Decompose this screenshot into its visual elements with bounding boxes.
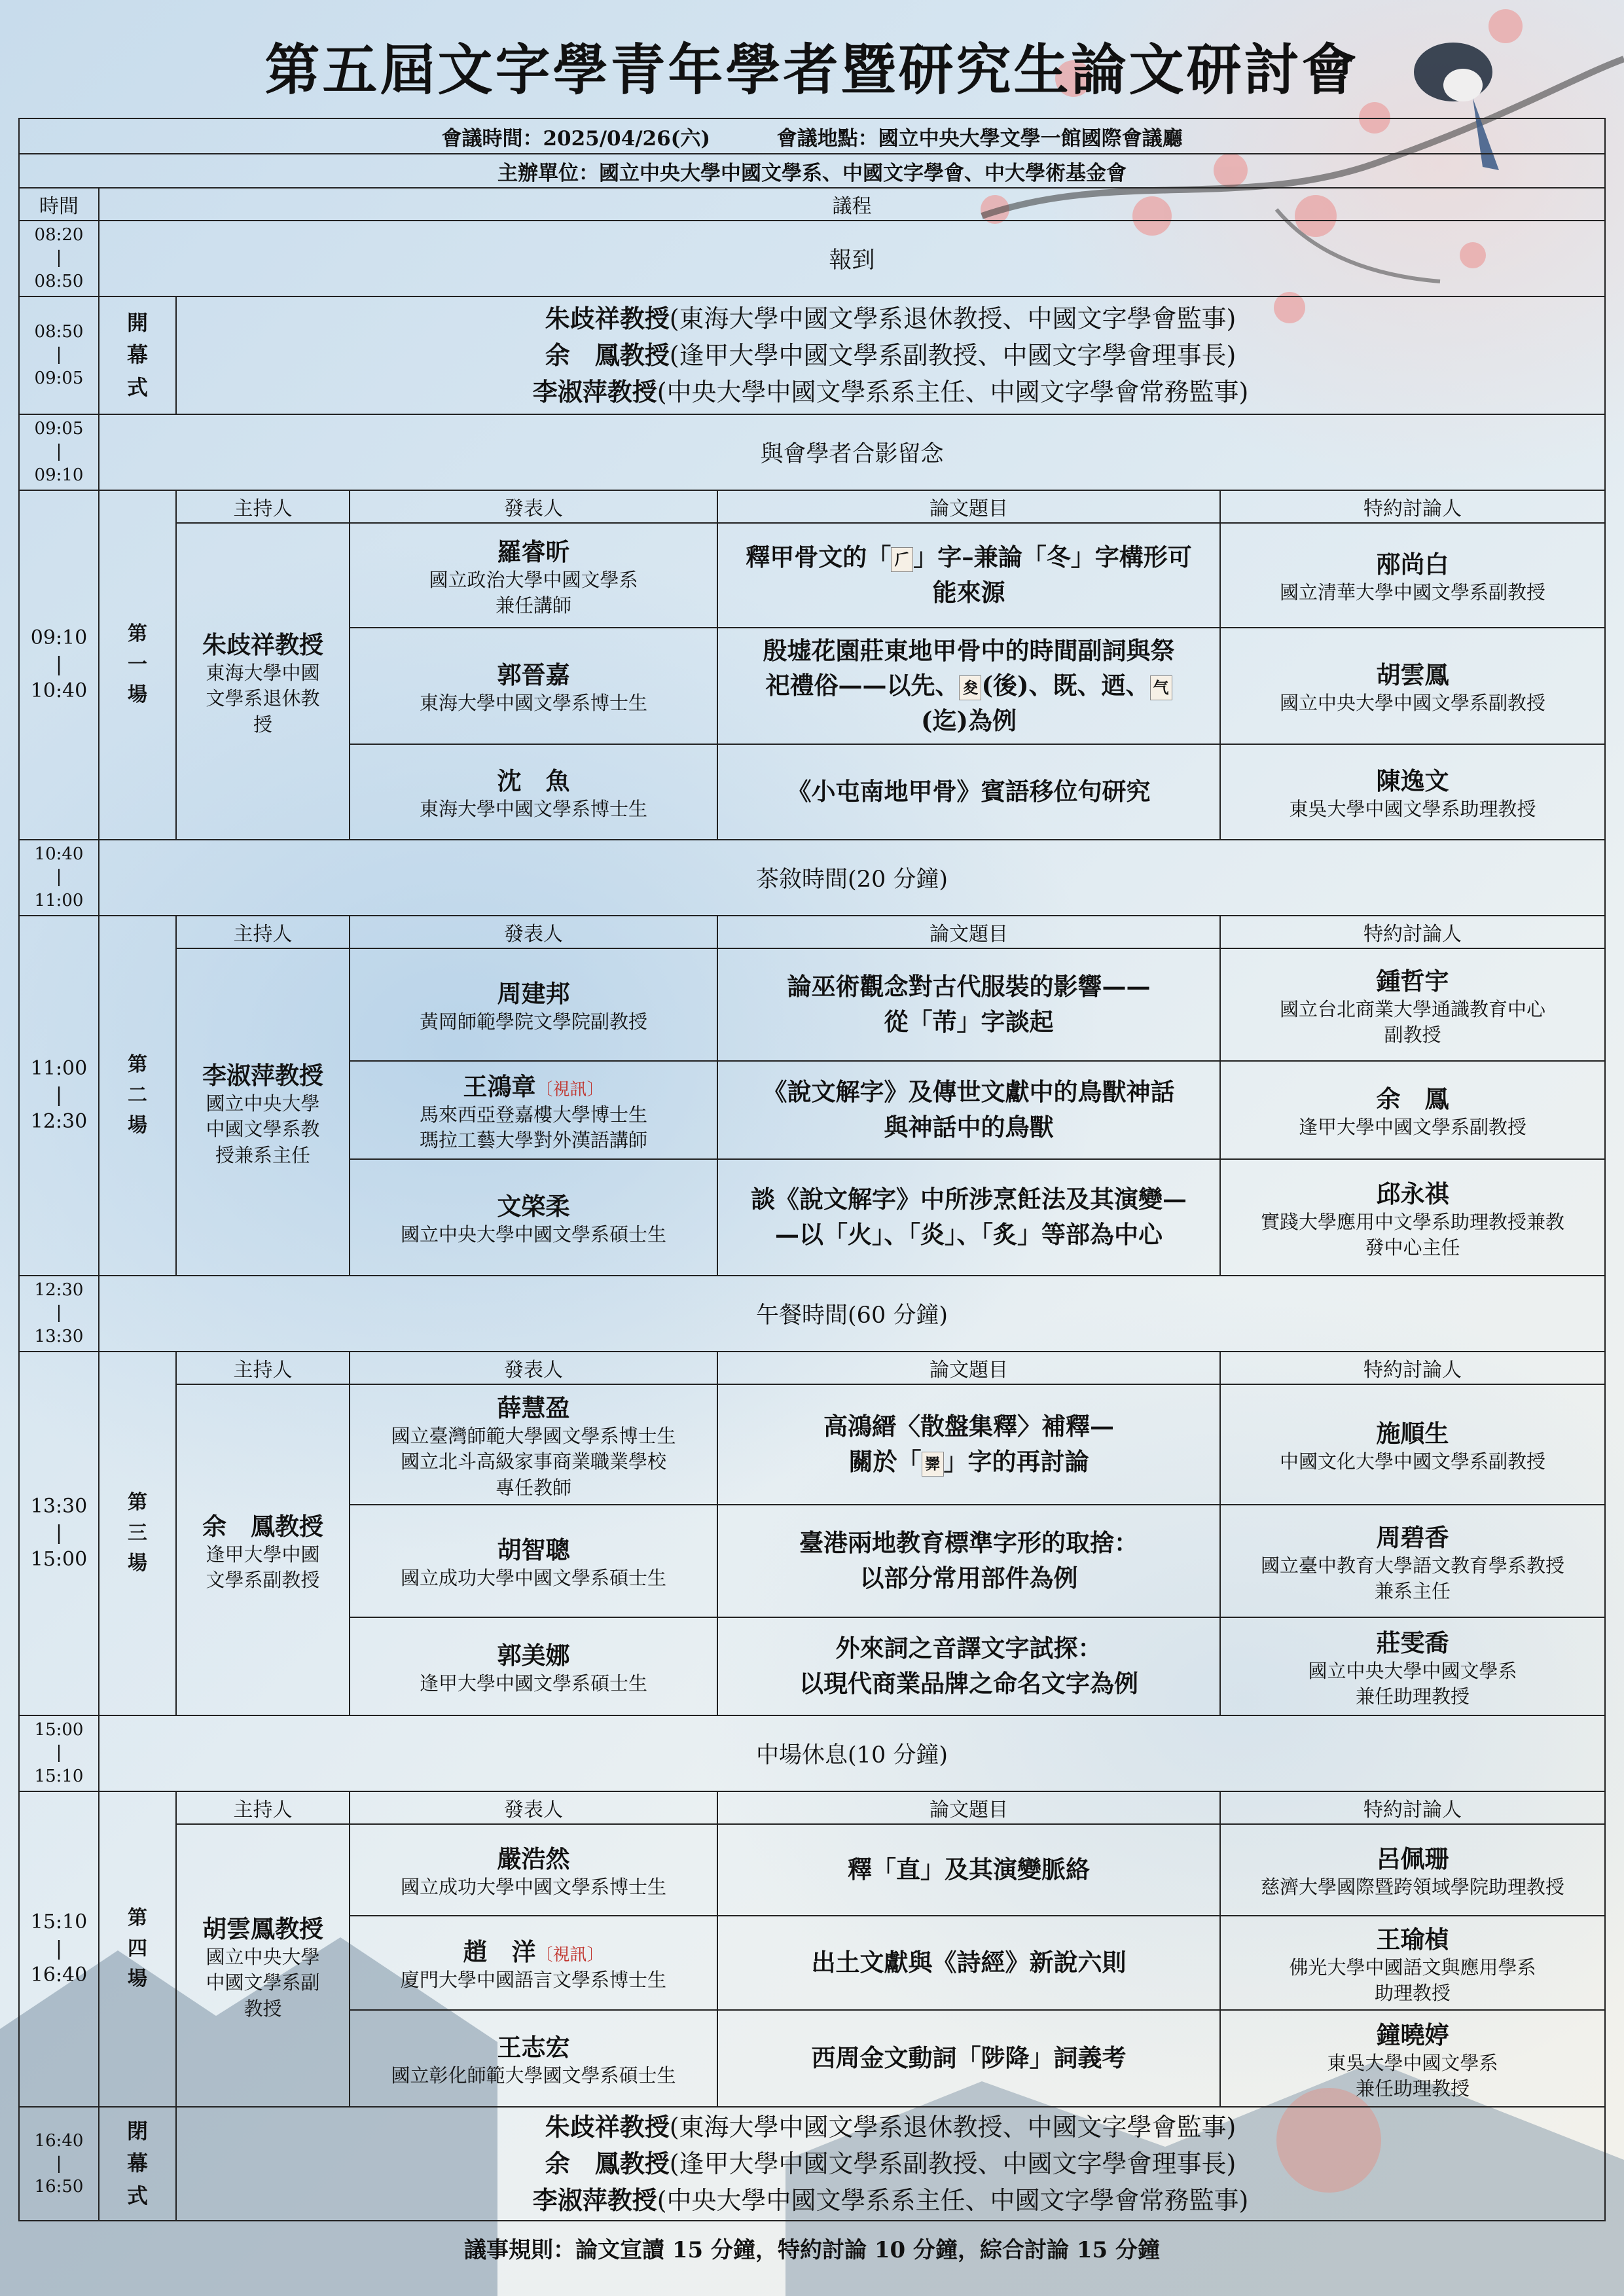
paper-header: 論文題目 bbox=[717, 1352, 1220, 1384]
paper-title: 談《說文解字》中所涉烹飪法及其演變— —以「火」、「炎」、「炙」等部為中心 bbox=[717, 1159, 1220, 1276]
live-badge: 〔視訊〕 bbox=[535, 1079, 604, 1100]
page-title: 第五屆文字學青年學者暨研究生論文研討會 bbox=[264, 37, 1360, 102]
session-label: 第 三 場 bbox=[99, 1352, 176, 1715]
paper-row: 郭晉嘉 東海大學中國文學系博士生 殷墟花園莊東地甲骨中的時間副詞與祭 祀禮俗——以先、 夋 (後)、既、迺、 气 (迄)為例 胡雲鳳 國立中央大學中國文學系副教授 bbox=[19, 628, 1605, 744]
bronze-glyph-icon: 𢍰 bbox=[922, 1452, 944, 1477]
paper-title: 《說文解字》及傳世文獻中的鳥獸神話 與神話中的鳥獸 bbox=[717, 1061, 1220, 1159]
short-break-row: 中場休息(10 分鐘) bbox=[99, 1715, 1605, 1791]
paper-row: 沈 魚 東海大學中國文學系博士生 《小屯南地甲骨》賓語移位句研究 陳逸文 東吳大學中國文學系助理教授 bbox=[19, 744, 1605, 840]
presenter-header: 發表人 bbox=[350, 490, 717, 523]
rules-footer: 議事規則：論文宣讀 15 分鐘，特約討論 10 分鐘，綜合討論 15 分鐘 bbox=[464, 2237, 1160, 2263]
live-badge: 〔視訊〕 bbox=[535, 1945, 604, 1965]
time-cell: 08:50 | 09:05 bbox=[19, 296, 99, 414]
moderator-cell: 李淑萍教授 國立中央大學 中國文學系教 授兼系主任 bbox=[176, 948, 350, 1276]
paper-row: 趙 洋〔視訊〕 廈門大學中國語言文學系博士生 出土文獻與《詩經》新說六則 王瑜楨 佛光大學中國語文與應用學系 助理教授 bbox=[19, 1916, 1605, 2010]
time-cell: 08:20 | 08:50 bbox=[19, 221, 99, 296]
session-label: 第 一 場 bbox=[99, 490, 176, 840]
moderator-header: 主持人 bbox=[176, 916, 350, 948]
opening-label: 開 幕 式 bbox=[99, 296, 176, 414]
time-cell: 09:10 | 10:40 bbox=[19, 490, 99, 840]
presenter-header: 發表人 bbox=[350, 1791, 717, 1824]
photo-row: 與會學者合影留念 bbox=[99, 414, 1605, 490]
time-column-header: 時間 bbox=[19, 188, 99, 221]
time-cell: 16:40 | 16:50 bbox=[19, 2107, 99, 2221]
agenda-column-header: 議程 bbox=[99, 188, 1605, 221]
discussant-header: 特約討論人 bbox=[1220, 490, 1605, 523]
paper-title: 西周金文動詞「陟降」詞義考 bbox=[717, 2010, 1220, 2107]
closing-label: 閉 幕 式 bbox=[99, 2107, 176, 2221]
registration-row: 報到 bbox=[99, 221, 1605, 296]
paper-row: 王鴻章〔視訊〕 馬來西亞登嘉樓大學博士生 瑪拉工藝大學對外漢語講師 《說文解字》及傳世文獻中的鳥獸神話 與神話中的鳥獸 余 鳳 逢甲大學中國文學系副教授 bbox=[19, 1061, 1605, 1159]
moderator-header: 主持人 bbox=[176, 490, 350, 523]
paper-title: 高鴻縉〈散盤集釋〉補釋— 關於「 𢍰 」字的再討論 bbox=[717, 1384, 1220, 1505]
presenter-header: 發表人 bbox=[350, 1352, 717, 1384]
paper-row: 王志宏 國立彰化師範大學國文學系碩士生 西周金文動詞「陟降」詞義考 鐘曉婷 東吳大學中國文學系 兼任助理教授 bbox=[19, 2010, 1605, 2107]
moderator-cell: 余 鳳教授 逢甲大學中國 文學系副教授 bbox=[176, 1384, 350, 1715]
paper-header: 論文題目 bbox=[717, 1791, 1220, 1824]
moderator-cell: 朱歧祥教授 東海大學中國 文學系退休教 授 bbox=[176, 523, 350, 840]
paper-title: 釋甲骨文的「 𠂆 」字–兼論「冬」字構形可 能來源 bbox=[717, 523, 1220, 628]
time-cell: 13:30 | 15:00 bbox=[19, 1352, 99, 1715]
paper-title: 《小屯南地甲骨》賓語移位句研究 bbox=[717, 744, 1220, 840]
session-label: 第 四 場 bbox=[99, 1791, 176, 2107]
lunch-break-row: 午餐時間(60 分鐘) bbox=[99, 1276, 1605, 1352]
time-cell: 11:00 | 12:30 bbox=[19, 916, 99, 1276]
paper-row: 胡雲鳳教授 國立中央大學 中國文學系副 教授 嚴浩然 國立成功大學中國文學系博士生 釋「直」及其演變脈絡 呂佩珊 慈濟大學國際暨跨領域學院助理教授 bbox=[19, 1824, 1605, 1916]
paper-row: 郭美娜 逢甲大學中國文學系碩士生 外來詞之音譯文字試探： 以現代商業品牌之命名文字為例 莊雯喬 國立中央大學中國文學系 兼任助理教授 bbox=[19, 1617, 1605, 1715]
time-cell: 10:40 | 11:00 bbox=[19, 840, 99, 916]
time-cell: 15:00 | 15:10 bbox=[19, 1715, 99, 1791]
paper-row: 胡智聰 國立成功大學中國文學系碩士生 臺港兩地教育標準字形的取捨： 以部分常用部件為例 周碧香 國立臺中教育大學語文教育學系教授 兼系主任 bbox=[19, 1505, 1605, 1617]
time-cell: 15:10 | 16:40 bbox=[19, 1791, 99, 2107]
moderator-cell: 胡雲鳳教授 國立中央大學 中國文學系副 教授 bbox=[176, 1824, 350, 2107]
oracle-glyph-icon: 夋 bbox=[959, 675, 981, 700]
time-cell: 09:05 | 09:10 bbox=[19, 414, 99, 490]
paper-row: 李淑萍教授 國立中央大學 中國文學系教 授兼系主任 周建邦 黃岡師範學院文學院副教授 論巫術觀念對古代服裝的影響—— 從「芾」字談起 鍾哲宇 國立台北商業大學通識教育中心 副教授 bbox=[19, 948, 1605, 1061]
discussant-header: 特約討論人 bbox=[1220, 916, 1605, 948]
host-info: 主辦單位：國立中央大學中國文學系、中國文字學會、中大學術基金會 bbox=[19, 154, 1605, 188]
paper-row: 文棨柔 國立中央大學中國文學系碩士生 談《說文解字》中所涉烹飪法及其演變— —以「火」、「炎」、「炙」等部為中心 邱永祺 實踐大學應用中文學系助理教授兼教 發中心主任 bbox=[19, 1159, 1605, 1276]
time-cell: 12:30 | 13:30 bbox=[19, 1276, 99, 1352]
presenter-header: 發表人 bbox=[350, 916, 717, 948]
session-label: 第 二 場 bbox=[99, 916, 176, 1276]
paper-header: 論文題目 bbox=[717, 916, 1220, 948]
oracle-glyph-icon: 气 bbox=[1150, 675, 1172, 700]
opening-speakers: 朱歧祥教授(東海大學中國文學系退休教授、中國文字學會監事) 余 鳳教授(逢甲大學中國文學系副教授、中國文字學會理事長) 李淑萍教授(中央大學中國文學系系主任、中國文字學會常務監事) bbox=[176, 296, 1605, 414]
moderator-header: 主持人 bbox=[176, 1352, 350, 1384]
paper-row: 朱歧祥教授 東海大學中國 文學系退休教 授 羅睿昕 國立政治大學中國文學系 兼任講師 釋甲骨文的「 𠂆 」字–兼論「冬」字構形可 能來源 邴尚白 國立清華大學中國文學系副教授 bbox=[19, 523, 1605, 628]
oracle-glyph-icon: 𠂆 bbox=[891, 547, 913, 572]
paper-title: 論巫術觀念對古代服裝的影響—— 從「芾」字談起 bbox=[717, 948, 1220, 1061]
moderator-header: 主持人 bbox=[176, 1791, 350, 1824]
closing-speakers: 朱歧祥教授(東海大學中國文學系退休教授、中國文字學會監事) 余 鳳教授(逢甲大學中國文學系副教授、中國文字學會理事長) 李淑萍教授(中央大學中國文學系系主任、中國文字學會常務監事) bbox=[176, 2107, 1605, 2221]
paper-title: 釋「直」及其演變脈絡 bbox=[717, 1824, 1220, 1916]
discussant-header: 特約討論人 bbox=[1220, 1791, 1605, 1824]
paper-title: 殷墟花園莊東地甲骨中的時間副詞與祭 祀禮俗——以先、 夋 (後)、既、迺、 气 (迄)為例 bbox=[717, 628, 1220, 744]
tea-break-row: 茶敘時間(20 分鐘) bbox=[99, 840, 1605, 916]
paper-row: 余 鳳教授 逢甲大學中國 文學系副教授 薛慧盈 國立臺灣師範大學國文學系博士生 國立北斗高級家事商業職業學校 專任教師 高鴻縉〈散盤集釋〉補釋— 關於「 𢍰 」字的再討論 施順生 中國文化大學中國文學系副教授 bbox=[19, 1384, 1605, 1505]
paper-header: 論文題目 bbox=[717, 490, 1220, 523]
paper-title: 出土文獻與《詩經》新說六則 bbox=[717, 1916, 1220, 2010]
discussant-header: 特約討論人 bbox=[1220, 1352, 1605, 1384]
agenda-table bbox=[18, 118, 1606, 2221]
meeting-info: 會議時間：2025/04/26(六) 會議地點：國立中央大學文學一館國際會議廳 bbox=[19, 118, 1605, 154]
paper-title: 臺港兩地教育標準字形的取捨： 以部分常用部件為例 bbox=[717, 1505, 1220, 1617]
paper-title: 外來詞之音譯文字試探： 以現代商業品牌之命名文字為例 bbox=[717, 1617, 1220, 1715]
